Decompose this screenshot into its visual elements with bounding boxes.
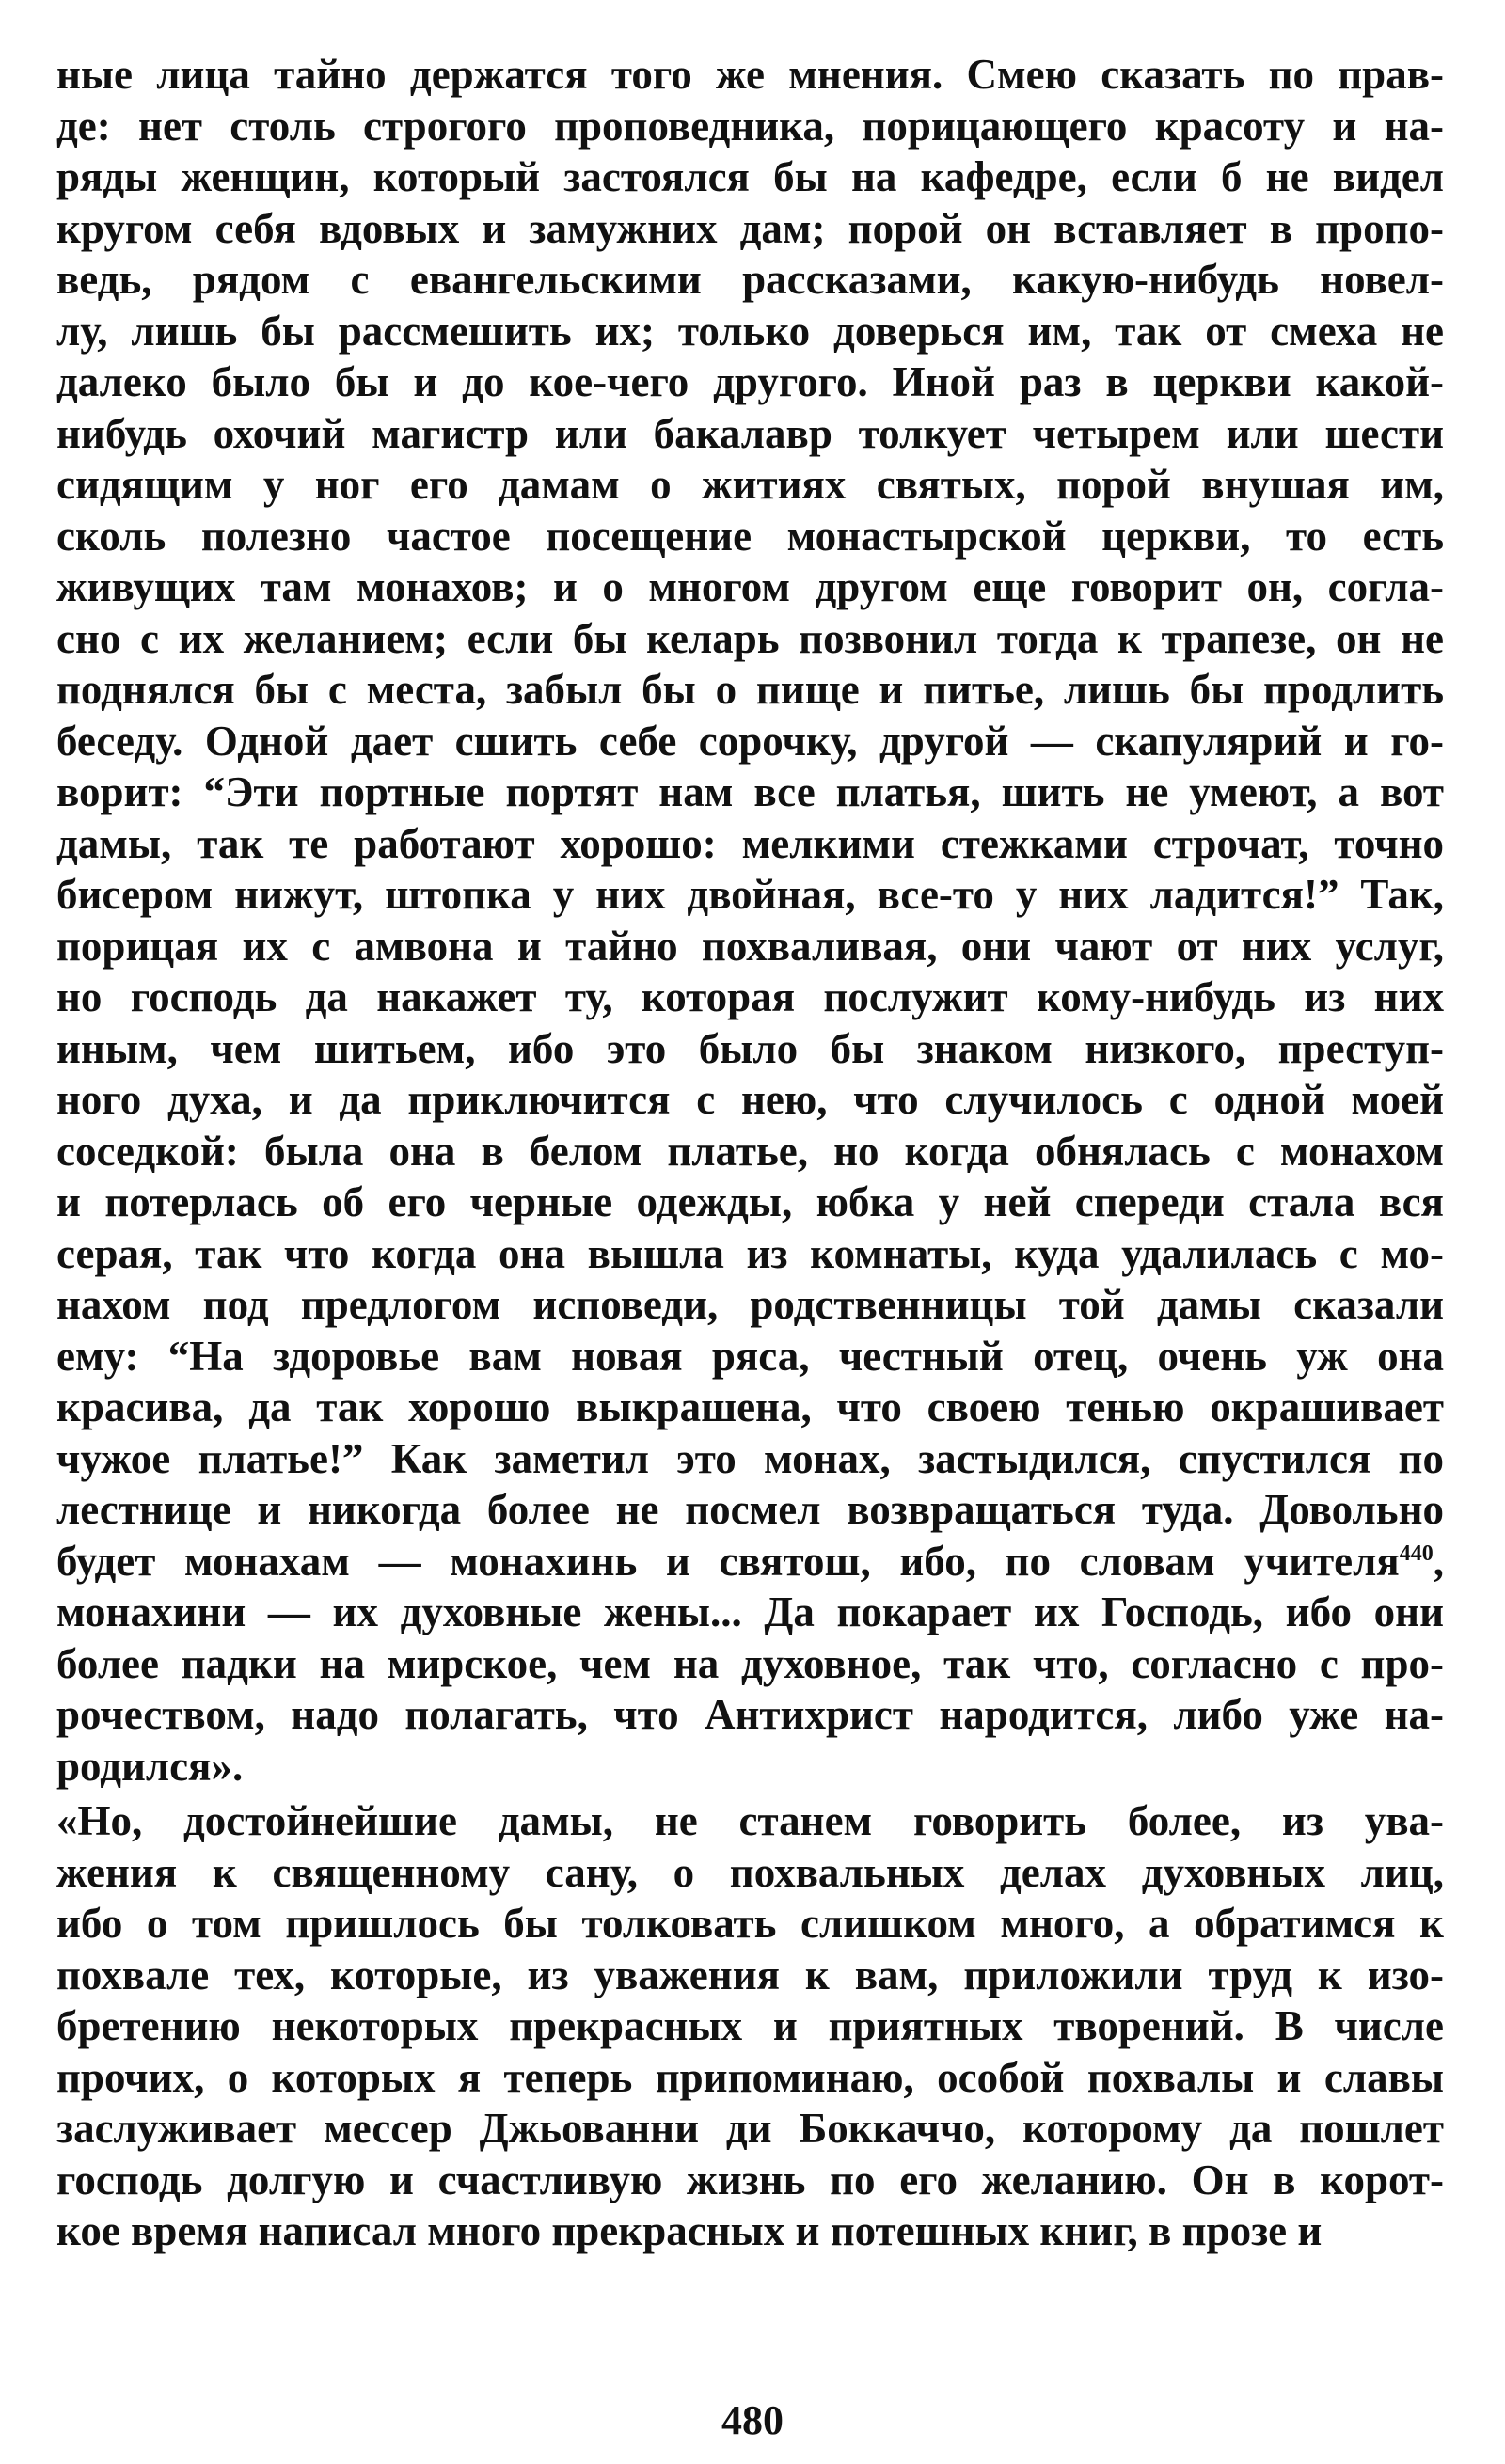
text-line: поднялся бы с места, забыл бы о пище и питье, лишь бы продлить bbox=[56, 666, 1444, 713]
text-line: и потерлась об его черные одежды, юбка у ней спереди стала вся bbox=[56, 1178, 1444, 1225]
text-line: «Но, достойнейшие дамы, не станем говорить более, из ува- bbox=[56, 1797, 1444, 1844]
paragraph-2 bbox=[56, 1795, 1444, 2257]
text-line: более падки на мирское, чем на духовное, так что, согласно с про- bbox=[56, 1639, 1444, 1687]
text-line: сколь полезно частое посещение монастырской церкви, то есть bbox=[56, 512, 1444, 560]
text-line: беседу. Одной дает сшить себе сорочку, другой — скапулярий и го- bbox=[56, 717, 1444, 765]
text-line: ного духа, и да приключится с нею, что случилось с одной моей bbox=[56, 1076, 1444, 1123]
text-line: рочеством, надо полагать, что Антихрист народится, либо уже на- bbox=[56, 1691, 1444, 1738]
text-line: нахом под предлогом исповеди, родственницы той дамы сказали bbox=[56, 1281, 1444, 1328]
text-line: ведь, рядом с евангельскими рассказами, какую-нибудь новел- bbox=[56, 256, 1444, 303]
text-line: заслуживает мессер Джьованни ди Боккаччо, которому да пошлет bbox=[56, 2105, 1444, 2152]
text-line: нибудь охочий магистр или бакалавр толкует четырем или шести bbox=[56, 409, 1444, 457]
line-text: будет монахам — монахинь и святош, ибо, по словам учителя bbox=[56, 1537, 1400, 1585]
text-line: иным, чем шитьем, ибо это было бы знаком низкого, преступ- bbox=[56, 1024, 1444, 1072]
text-line: чужое платье!” Как заметил это монах, застыдился, спустился по bbox=[56, 1434, 1444, 1482]
text-line: кое время написал много прекрасных и потешных книг, в прозе и bbox=[56, 2207, 1323, 2254]
text-line: бретению некоторых прекрасных и приятных творений. В числе bbox=[56, 2002, 1444, 2049]
text-line: лестнице и никогда более не посмел возвращаться туда. Довольно bbox=[56, 1486, 1444, 1533]
text-line: де: нет столь строгого проповедника, порицающего красоту и на- bbox=[56, 102, 1444, 150]
text-line: родился». bbox=[56, 1742, 244, 1790]
page-body bbox=[56, 49, 1444, 2257]
text-line: сно с их желанием; если бы келарь позвонил тогда к трапезе, он не bbox=[56, 614, 1444, 662]
text-line: далеко было бы и до кое-чего другого. Иной раз в церкви какой- bbox=[56, 358, 1444, 405]
line-punctuation: , bbox=[1433, 1537, 1444, 1585]
text-line: серая, так что когда она вышла из комнаты, куда удалилась с мо- bbox=[56, 1229, 1444, 1277]
text-line: жения к священному сану, о похвальных делах духовных лиц, bbox=[56, 1848, 1444, 1896]
text-line: монахини — их духовные жены... Да покарает их Господь, ибо они bbox=[56, 1588, 1444, 1635]
text-line: ему: “На здоровье вам новая ряса, честный отец, очень уж она bbox=[56, 1332, 1444, 1380]
text-line: кругом себя вдовых и замужних дам; порой он вставляет в пропо- bbox=[56, 204, 1444, 252]
footnote-reference[interactable]: 440 bbox=[1399, 1540, 1434, 1566]
text-line: ибо о том пришлось бы толковать слишком много, а обратимся к bbox=[56, 1900, 1444, 1947]
text-line: но господь да накажет ту, которая послужит кому-нибудь из них bbox=[56, 973, 1444, 1020]
text-line: похвале тех, которые, из уважения к вам, приложили труд к изо- bbox=[56, 1951, 1444, 1998]
text-line: дамы, так те работают хорошо: мелкими стежками строчат, точно bbox=[56, 819, 1444, 867]
text-line: лу, лишь бы рассмешить их; только доверься им, так от смеха не bbox=[56, 307, 1444, 355]
text-line: сидящим у ног его дамам о житиях святых, порой внушая им, bbox=[56, 461, 1444, 508]
text-line: красива, да так хорошо выкрашена, что своею тенью окрашивает bbox=[56, 1383, 1444, 1430]
text-line: порицая их с амвона и тайно похваливая, они чают от них услуг, bbox=[56, 922, 1444, 970]
text-line: ные лица тайно держатся того же мнения. Смею сказать по прав- bbox=[56, 51, 1444, 98]
text-line: господь долгую и счастливую жизнь по его желанию. Он в корот- bbox=[56, 2156, 1444, 2203]
paragraph-1 bbox=[56, 49, 1444, 1792]
page-number: 480 bbox=[721, 2397, 784, 2443]
text-line: бисером нижут, штопка у них двойная, все-то у них ладится!” Так, bbox=[56, 871, 1444, 918]
text-line bbox=[56, 1536, 1444, 1587]
text-line: соседкой: была она в белом платье, но когда обнялась с монахом bbox=[56, 1127, 1444, 1175]
text-line: прочих, о которых я теперь припоминаю, особой похвалы и славы bbox=[56, 2053, 1444, 2101]
text-line: живущих там монахов; и о многом другом еще говорит он, согла- bbox=[56, 563, 1444, 610]
text-line: ряды женщин, который застоялся бы на кафедре, если б не видел bbox=[56, 153, 1444, 200]
text-line: ворит: “Эти портные портят нам все платья, шить не умеют, а вот bbox=[56, 768, 1444, 815]
